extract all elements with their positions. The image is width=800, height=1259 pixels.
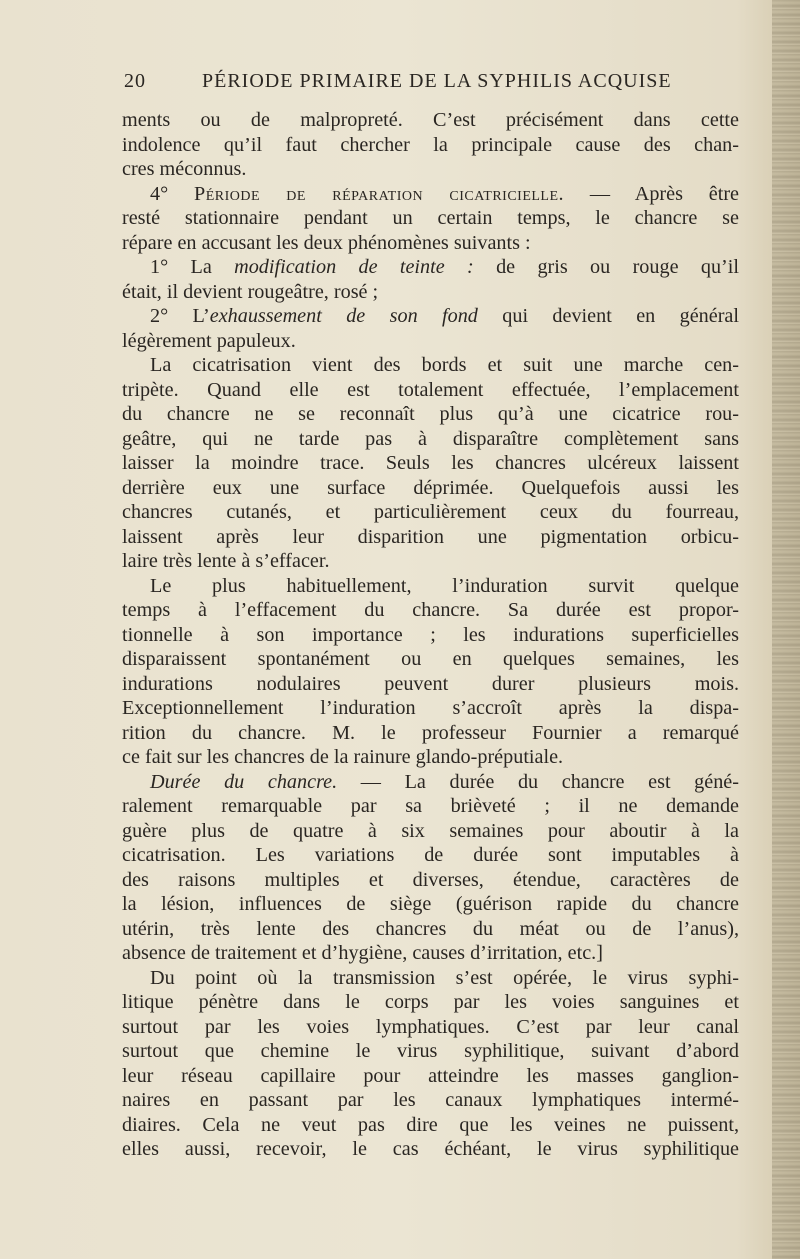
- italic-text: exhaussement de son fond: [209, 305, 478, 327]
- text-span: de gris ou rouge qu’il: [473, 256, 739, 278]
- body-text: [122, 108, 739, 1162]
- text-line: [122, 1113, 739, 1138]
- text-span: laissent après leur disparition une pigmentation orbicu-: [122, 525, 739, 548]
- text-span: — La durée du chancre est géné-: [337, 770, 739, 793]
- text-line: [122, 966, 739, 991]
- text-span: elles aussi, recevoir, le cas échéant, le virus syphilitique: [122, 1138, 739, 1160]
- text-line: [122, 868, 739, 893]
- text-line: [122, 1064, 739, 1089]
- text-line: [122, 598, 739, 623]
- text-span: Du point où la transmission s’est opérée, le virus syphi-: [150, 966, 739, 989]
- text-line: [122, 427, 739, 452]
- text-span: chancres cutanés, et particulièrement ceux du fourreau,: [122, 501, 739, 523]
- text-line: [122, 819, 739, 844]
- text-line: [122, 549, 739, 574]
- text-span: surtout par les voies lymphatiques. C’est par leur canal: [122, 1015, 739, 1038]
- text-span: rition du chancre. M. le professeur Fournier a remarqué: [122, 721, 739, 744]
- text-span: laisser la moindre trace. Seuls les chancres ulcéreux laissent: [122, 452, 739, 474]
- text-span: Le plus habituellement, l’induration survit quelque: [150, 574, 739, 597]
- text-line: [122, 231, 739, 256]
- text-line: [122, 990, 739, 1015]
- text-line: [122, 206, 739, 231]
- text-line: [122, 1015, 739, 1040]
- italic-text: Durée du chancre.: [150, 770, 338, 793]
- text-span: — Après être: [564, 182, 740, 205]
- text-span: La cicatrisation vient des bords et suit une marche cen-: [150, 354, 739, 376]
- text-span: litique pénètre dans le corps par les voies sanguines et: [122, 991, 739, 1013]
- text-line: [122, 1088, 739, 1113]
- text-span: 4°: [150, 182, 194, 205]
- text-span: tripète. Quand elle est totalement effectuée, l’emplacement: [122, 378, 739, 401]
- text-span: tionnelle à son importance ; les indurations superficielles: [122, 623, 739, 646]
- text-span: disparaissent spontanément ou en quelques semaines, les: [122, 648, 739, 670]
- text-line: [122, 672, 739, 697]
- text-span: utérin, très lente des chancres du méat ou de l’anus),: [122, 917, 739, 940]
- text-span: resté stationnaire pendant un certain temps, le chancre se: [122, 207, 739, 229]
- text-span: des raisons multiples et diverses, étendue, caractères de: [122, 868, 739, 891]
- page-edge: [772, 0, 800, 1259]
- text-span: guère plus de quatre à six semaines pour aboutir à la: [122, 819, 739, 842]
- text-line: [122, 476, 739, 501]
- text-line: [122, 378, 739, 403]
- text-line: [122, 304, 739, 329]
- text-span: indolence qu’il faut chercher la principale cause des chan-: [122, 133, 739, 156]
- text-span: cicatrisation. Les variations de durée sont imputables à: [122, 844, 739, 866]
- text-line: [122, 843, 739, 868]
- text-span: naires en passant par les canaux lymphatiques intermé-: [122, 1089, 739, 1111]
- text-line: [122, 280, 739, 305]
- text-line: [122, 794, 739, 819]
- text-span: qui devient en général: [477, 305, 739, 327]
- page-header: [124, 70, 738, 100]
- text-line: [122, 745, 739, 770]
- text-span: la lésion, influences de siège (guérison rapide du chancre: [122, 893, 739, 915]
- text-line: [122, 721, 739, 746]
- text-span: 1° La: [150, 256, 235, 278]
- text-line: [122, 500, 739, 525]
- text-line: [122, 329, 739, 354]
- text-line: [122, 1039, 739, 1064]
- text-span: leur réseau capillaire pour atteindre les masses ganglion-: [122, 1064, 739, 1087]
- text-span: geâtre, qui ne tarde pas à disparaître complètement sans: [122, 427, 739, 450]
- text-span: derrière eux une surface déprimée. Quelquefois aussi les: [122, 476, 739, 499]
- text-line: [122, 941, 739, 966]
- text-span: surtout que chemine le virus syphilitique, suivant d’abord: [122, 1040, 739, 1062]
- text-line: [122, 133, 739, 158]
- text-span: ce fait sur les chancres de la rainure glando-préputiale.: [122, 746, 564, 768]
- text-span: était, il devient rougeâtre, rosé ;: [122, 280, 379, 303]
- text-span: temps à l’effacement du chancre. Sa durée est propor-: [122, 599, 739, 621]
- text-span: indurations nodulaires peuvent durer plusieurs mois.: [122, 672, 739, 695]
- running-head: PÉRIODE PRIMAIRE DE LA SYPHILIS ACQUISE: [202, 70, 672, 92]
- text-line: [122, 182, 739, 207]
- text-line: [122, 451, 739, 476]
- text-line: [122, 770, 739, 795]
- text-span: répare en accusant les deux phénomènes suivants :: [122, 231, 531, 254]
- text-line: [122, 157, 739, 182]
- text-line: [122, 353, 739, 378]
- text-span: diaires. Cela ne veut pas dire que les veines ne puissent,: [122, 1113, 739, 1136]
- italic-text: modification de teinte :: [234, 256, 474, 278]
- text-span: laire très lente à s’effacer.: [122, 550, 330, 572]
- text-span: 2° L’: [150, 305, 210, 327]
- text-line: [122, 892, 739, 917]
- text-span: absence de traitement et d’hygiène, causes d’irritation, etc.]: [122, 942, 603, 964]
- text-span: du chancre ne se reconnaît plus qu’à une cicatrice rou-: [122, 403, 739, 425]
- text-span: ralement remarquable par sa brièveté ; il ne demande: [122, 795, 739, 817]
- small-caps-text: Période de réparation cicatricielle.: [193, 182, 565, 205]
- text-line: [122, 108, 739, 133]
- text-span: légèrement papuleux.: [122, 329, 296, 352]
- text-span: ments ou de malpropreté. C’est précisément dans cette: [122, 109, 739, 131]
- text-line: [122, 623, 739, 648]
- text-span: cres méconnus.: [122, 158, 247, 180]
- text-line: [122, 525, 739, 550]
- text-line: [122, 574, 739, 599]
- text-line: [122, 696, 739, 721]
- text-line: [122, 917, 739, 942]
- page-number: 20: [124, 70, 146, 92]
- text-span: Exceptionnellement l’induration s’accroît après la dispa-: [122, 697, 739, 719]
- text-line: [122, 402, 739, 427]
- text-line: [122, 255, 739, 280]
- text-line: [122, 1137, 739, 1162]
- text-line: [122, 647, 739, 672]
